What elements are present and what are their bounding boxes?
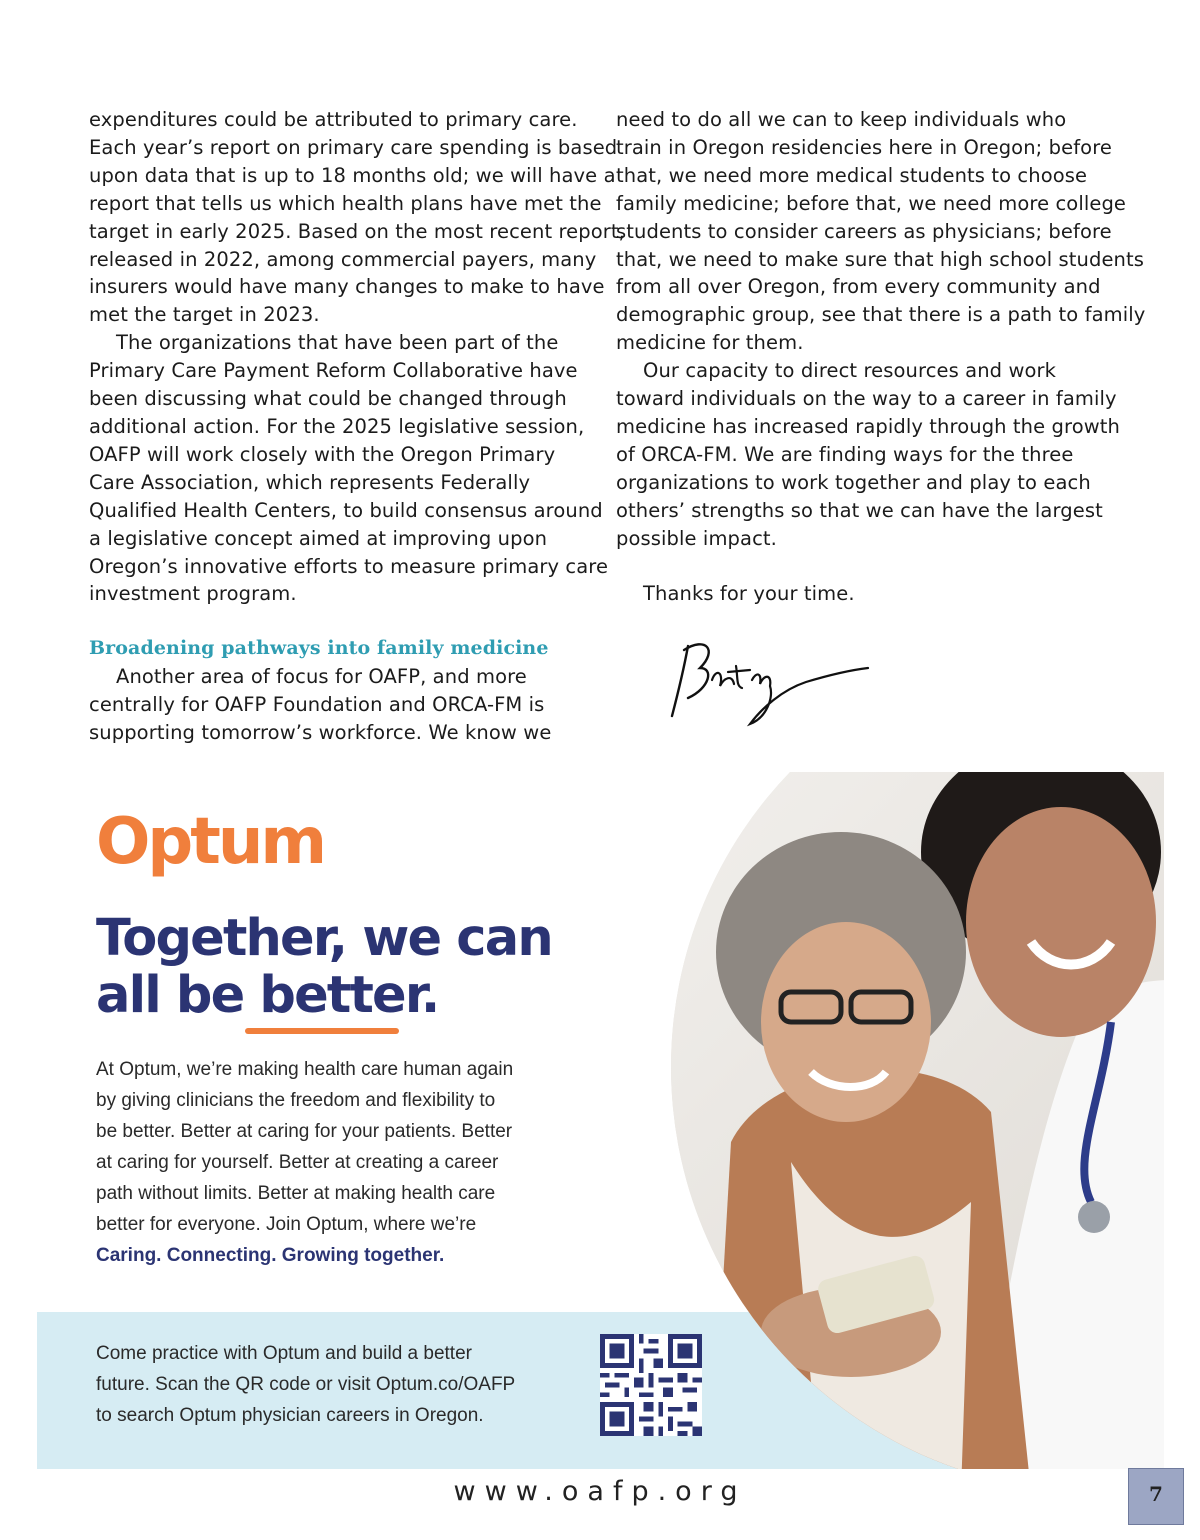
text-line: that, we need to make sure that high school students <box>616 247 1145 271</box>
article-right-column <box>616 106 1146 608</box>
text-line: family medicine; before that, we need more college <box>616 191 1127 215</box>
ad-cta-text <box>96 1338 515 1431</box>
paragraph <box>89 106 625 329</box>
headline-text: all be <box>96 966 260 1025</box>
optum-advertisement <box>37 772 1164 1469</box>
ad-headline <box>96 910 552 1024</box>
closing-line: Thanks for your time. <box>643 582 855 606</box>
body-line: path without limits. Better at making health care <box>96 1183 496 1204</box>
text-line: been discussing what could be changed through <box>89 387 567 411</box>
text-line: centrally for OAFP Foundation and ORCA-FM is <box>89 693 545 717</box>
section-heading: Broadening pathways into family medicine <box>89 637 549 660</box>
text-line: toward individuals on the way to a career in family <box>616 387 1117 411</box>
text-line: medicine for them. <box>616 331 804 355</box>
text-line: Oregon’s innovative efforts to measure primary care <box>89 554 609 578</box>
cta-line: to search Optum physician careers in Oregon. <box>96 1405 484 1426</box>
headline-line: Together, we can <box>96 909 552 968</box>
text-line: supporting tomorrow’s workforce. We know we <box>89 721 552 745</box>
text-line: organizations to work together and play to each <box>616 470 1091 494</box>
optum-logo: Optum <box>96 805 325 879</box>
text-line: of ORCA-FM. We are finding ways for the three <box>616 442 1074 466</box>
text-line: expenditures could be attributed to primary care. <box>89 108 578 131</box>
page-number-badge: 7 <box>1128 1468 1184 1525</box>
text-line: from all over Oregon, from every community and <box>616 275 1101 299</box>
text-line: Each year’s report on primary care spending is based <box>89 135 618 159</box>
cta-line: future. Scan the QR code or visit Optum.co/OAFP <box>96 1374 516 1395</box>
text-line: Our capacity to direct resources and work <box>643 359 1057 383</box>
body-line: At Optum, we’re making health care human again <box>96 1059 514 1080</box>
paragraph <box>616 357 1136 552</box>
cta-line: Come practice with Optum and build a better <box>96 1343 472 1364</box>
text-line: released in 2022, among commercial payers, many <box>89 247 597 271</box>
text-line: possible impact. <box>616 526 777 550</box>
text-line: The organizations that have been part of the <box>116 331 559 355</box>
body-line: better for everyone. Join Optum, where we’re <box>96 1214 477 1235</box>
body-line: by giving clinicians the freedom and flexibility to <box>96 1090 496 1111</box>
headline-period: . <box>420 966 439 1025</box>
paragraph <box>616 106 1146 357</box>
text-line: others’ strengths so that we can have the largest <box>616 498 1103 522</box>
body-line: be better. Better at caring for your patients. Better <box>96 1121 513 1142</box>
text-line: OAFP will work closely with the Oregon Primary <box>89 442 556 466</box>
headline-line <box>96 967 552 1024</box>
text-line: that, we need more medical students to choose <box>616 163 1088 187</box>
headline-emphasis: better <box>259 966 421 1025</box>
ad-tagline: Caring. Connecting. Growing together. <box>96 1245 445 1266</box>
text-line: need to do all we can to keep individuals who <box>616 108 1067 131</box>
text-line: medicine has increased rapidly through the growth <box>616 414 1120 438</box>
text-line: report that tells us which health plans have met the <box>89 191 602 215</box>
text-line: demographic group, see that there is a path to family <box>616 303 1146 327</box>
text-line: Qualified Health Centers, to build consensus around <box>89 498 603 522</box>
text-line: train in Oregon residencies here in Oregon; before <box>616 135 1112 159</box>
handwritten-signature <box>666 628 876 728</box>
ad-body-copy <box>96 1054 576 1271</box>
paragraph <box>89 329 609 608</box>
headline-underline <box>245 1028 399 1034</box>
text-line: Another area of focus for OAFP, and more <box>116 665 527 689</box>
text-line: Care Association, which represents Federally <box>89 470 531 494</box>
text-line: investment program. <box>89 582 297 606</box>
text-line: additional action. For the 2025 legislative session, <box>89 414 585 438</box>
text-line: met the target in 2023. <box>89 303 320 327</box>
text-line: insurers would have many changes to make to have <box>89 275 605 299</box>
paragraph <box>89 663 599 747</box>
article-left-column <box>89 106 625 747</box>
qr-code-icon[interactable] <box>600 1334 702 1436</box>
footer-url[interactable]: www.oafp.org <box>453 1476 747 1507</box>
text-line: students to consider careers as physicians; before <box>616 219 1112 243</box>
body-line: at caring for yourself. Better at creating a career <box>96 1152 499 1173</box>
text-line: upon data that is up to 18 months old; we will have a <box>89 163 616 187</box>
text-line: target in early 2025. Based on the most recent report, <box>89 219 625 243</box>
spacer <box>616 553 1136 581</box>
text-line: Primary Care Payment Reform Collaborative have <box>89 359 578 383</box>
text-line: a legislative concept aimed at improving upon <box>89 526 548 550</box>
